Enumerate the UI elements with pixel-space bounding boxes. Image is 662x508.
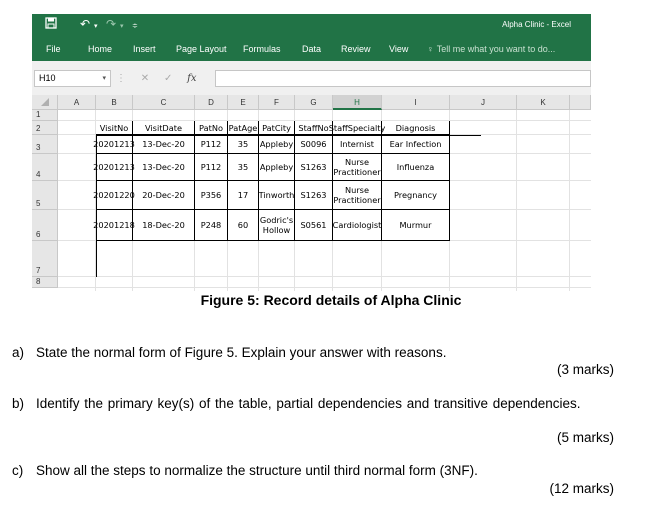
column-header-j[interactable]: J <box>450 95 517 110</box>
tab-formulas[interactable]: Formulas <box>243 44 281 54</box>
column-header-a[interactable]: A <box>58 95 96 110</box>
question-b-text: Identify the primary key(s) of the table, partial dependencies and transitive dependencies. <box>36 396 581 411</box>
row-header-6[interactable]: 6 <box>32 210 58 241</box>
undo-icon[interactable]: ↶ <box>80 17 91 31</box>
redo-dropdown-icon[interactable]: ▾ <box>120 23 124 30</box>
table-header-cell[interactable]: PatAge <box>228 121 259 135</box>
cancel-icon[interactable]: ✕ <box>140 73 150 84</box>
customize-toolbar-icon[interactable]: ≑ <box>132 23 138 30</box>
gridline-horizontal <box>58 287 591 288</box>
tab-review[interactable]: Review <box>341 44 371 54</box>
table-cell[interactable]: 60 <box>228 210 259 241</box>
undo-dropdown-icon[interactable]: ▾ <box>94 23 98 30</box>
row-header-7[interactable]: 7 <box>32 241 58 277</box>
table-header-cell[interactable]: Diagnosis <box>382 121 450 135</box>
table-cell[interactable]: Ear Infection <box>382 135 450 154</box>
column-header-b[interactable]: B <box>96 95 133 110</box>
table-cell[interactable]: P112 <box>195 154 228 181</box>
excel-window <box>32 14 591 291</box>
table-header-cell[interactable]: StaffSpecialty <box>333 121 382 135</box>
table-cell[interactable]: 20201218 <box>96 210 133 241</box>
column-header-f[interactable]: F <box>259 95 295 110</box>
question-c-marks: (12 marks) <box>549 481 614 496</box>
column-header-c[interactable]: C <box>133 95 195 110</box>
table-header-cell[interactable]: PatNo <box>195 121 228 135</box>
tab-data[interactable]: Data <box>302 44 322 54</box>
insert-function-icon[interactable]: fx <box>187 73 197 84</box>
table-cell[interactable]: Pregnancy <box>382 181 450 210</box>
table-cell[interactable]: 35 <box>228 154 259 181</box>
column-header-g[interactable]: G <box>295 95 333 110</box>
table-cell[interactable]: 20201220 <box>96 181 133 210</box>
question-a-text: State the normal form of Figure 5. Explain your answer with reasons. <box>36 345 447 360</box>
table-cell[interactable]: 20201213 <box>96 135 133 154</box>
table-header-cell[interactable]: VisitDate <box>133 121 195 135</box>
lightbulb-icon: ♀ <box>427 44 434 54</box>
tell-me-search[interactable] <box>427 44 555 54</box>
more-icon: ⋮ <box>116 73 126 84</box>
table-cell[interactable]: Cardiologist <box>333 210 382 241</box>
table-cell[interactable]: P356 <box>195 181 228 210</box>
app-title: Alpha Clinic - Excel <box>502 20 571 29</box>
table-cell[interactable]: 13-Dec-20 <box>133 135 195 154</box>
table-cell[interactable]: S1263 <box>295 181 333 210</box>
table-cell[interactable]: 35 <box>228 135 259 154</box>
tab-page-layout[interactable]: Page Layout <box>176 44 227 54</box>
column-header-i[interactable]: I <box>382 95 450 110</box>
table-cell[interactable]: Nurse Practitioner <box>333 181 382 210</box>
tab-view[interactable]: View <box>389 44 409 54</box>
table-header-cell[interactable]: PatCity <box>259 121 295 135</box>
table-cell[interactable]: Influenza <box>382 154 450 181</box>
table-cell[interactable]: P248 <box>195 210 228 241</box>
table-cell[interactable]: 18-Dec-20 <box>133 210 195 241</box>
formula-input[interactable] <box>215 70 591 87</box>
worksheet-grid[interactable] <box>32 95 591 291</box>
column-header-overflow[interactable] <box>570 95 591 110</box>
table-cell[interactable]: Godric's Hollow <box>259 210 295 241</box>
column-header-e[interactable]: E <box>228 95 259 110</box>
table-cell[interactable]: S0561 <box>295 210 333 241</box>
row-header-1[interactable]: 1 <box>32 110 58 121</box>
column-header-h[interactable]: H <box>333 95 382 110</box>
select-all-icon <box>41 98 49 106</box>
question-b-label: b) <box>12 396 25 411</box>
column-header-k[interactable]: K <box>517 95 570 110</box>
figure-caption: Figure 5: Record details of Alpha Clinic <box>200 292 462 308</box>
question-c-label: c) <box>12 463 24 478</box>
table-cell[interactable]: S0096 <box>295 135 333 154</box>
row-header-3[interactable]: 3 <box>32 135 58 154</box>
select-all-corner[interactable] <box>32 95 58 110</box>
question-c-text: Show all the steps to normalize the structure until third normal form (3NF). <box>36 463 478 478</box>
table-cell[interactable]: Tinworth <box>259 181 295 210</box>
table-cell[interactable]: S1263 <box>295 154 333 181</box>
table-cell[interactable]: 20201213 <box>96 154 133 181</box>
gridline-vertical <box>516 110 517 291</box>
row-header-2[interactable]: 2 <box>32 121 58 135</box>
table-header-cell[interactable]: VisitNo <box>96 121 133 135</box>
tell-me-text: Tell me what you want to do... <box>436 44 556 54</box>
ribbon-tabs <box>32 36 591 61</box>
question-b-marks: (5 marks) <box>557 430 614 445</box>
table-cell[interactable]: Internist <box>333 135 382 154</box>
gridline-horizontal <box>58 276 591 277</box>
redo-icon[interactable]: ↷ <box>106 17 117 31</box>
table-cell[interactable]: 17 <box>228 181 259 210</box>
tab-insert[interactable]: Insert <box>133 44 156 54</box>
save-icon[interactable] <box>45 17 57 32</box>
row-header-8[interactable]: 8 <box>32 277 58 288</box>
row-header-4[interactable]: 4 <box>32 154 58 181</box>
table-cell[interactable]: P112 <box>195 135 228 154</box>
name-box-value: H10 <box>39 73 56 83</box>
table-header-cell[interactable]: StaffNo <box>295 121 333 135</box>
table-cell[interactable]: 20-Dec-20 <box>133 181 195 210</box>
title-bar <box>32 14 591 36</box>
table-cell[interactable]: 13-Dec-20 <box>133 154 195 181</box>
tab-file[interactable]: File <box>46 44 61 54</box>
gridline-vertical <box>569 110 570 291</box>
formula-tools <box>116 70 208 87</box>
chevron-down-icon[interactable]: ▾ <box>102 75 106 82</box>
table-cell[interactable]: Nurse Practitioner <box>333 154 382 181</box>
table-cell[interactable]: Murmur <box>382 210 450 241</box>
tab-home[interactable]: Home <box>88 44 113 54</box>
column-header-d[interactable]: D <box>195 95 228 110</box>
row-header-5[interactable]: 5 <box>32 181 58 210</box>
table-cell[interactable]: Appleby <box>259 154 295 181</box>
question-a-marks: (3 marks) <box>557 362 614 377</box>
question-a-label: a) <box>12 345 25 360</box>
name-box[interactable] <box>34 70 111 87</box>
enter-icon[interactable]: ✓ <box>163 73 173 84</box>
table-cell[interactable]: Appleby <box>259 135 295 154</box>
